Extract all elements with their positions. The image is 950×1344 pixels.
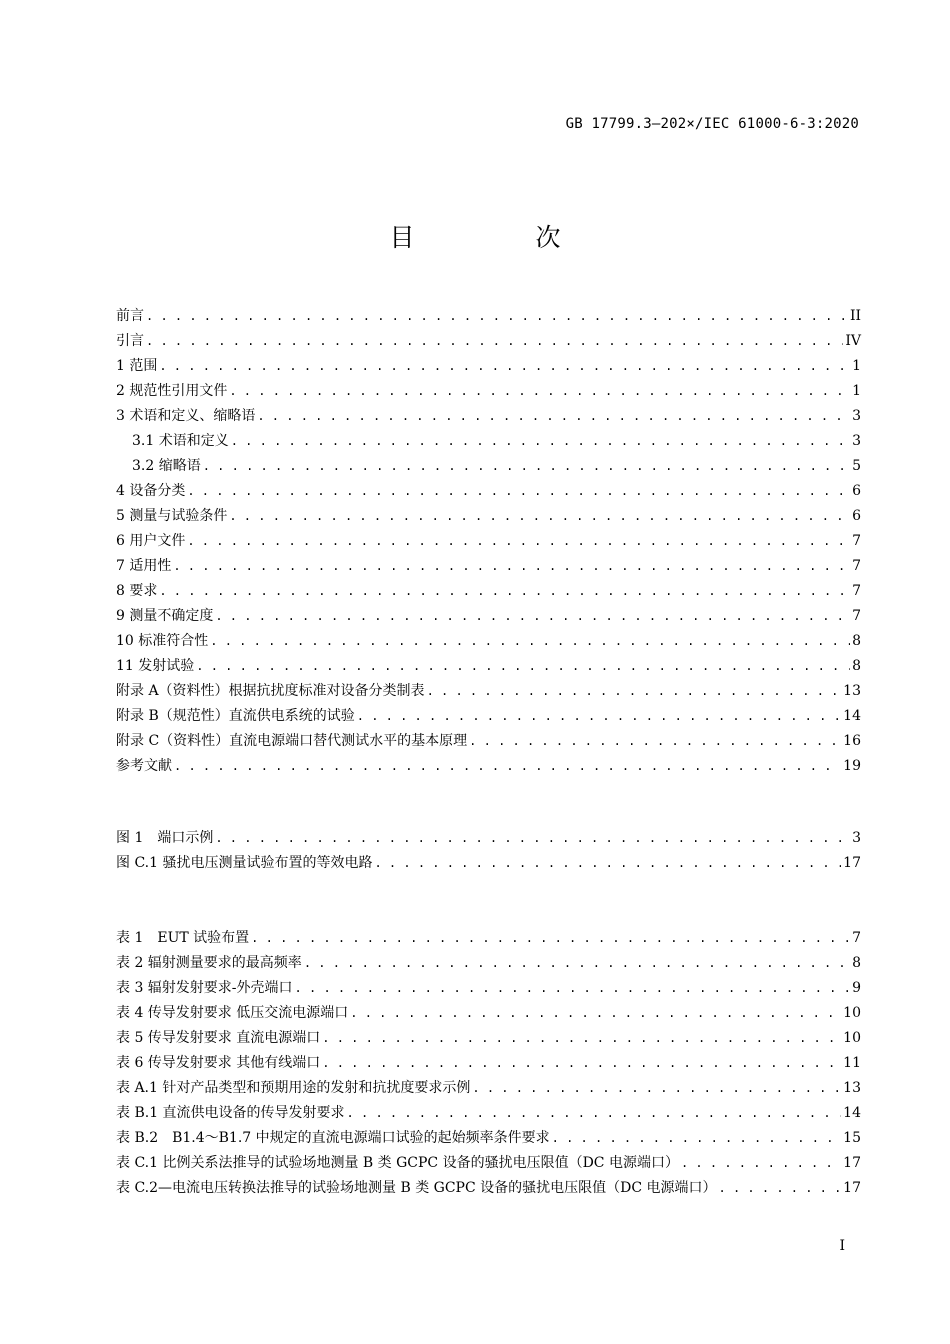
toc-leader-dots	[215, 831, 850, 845]
toc-entry-page: 19	[843, 758, 861, 774]
toc-entry[interactable]	[116, 655, 861, 680]
toc-entry[interactable]	[116, 380, 861, 405]
toc-leader-dots	[187, 484, 850, 498]
toc-leader-dots	[357, 709, 841, 723]
toc-entry-page: 7	[852, 583, 861, 599]
toc-tables-list	[116, 927, 861, 1202]
toc-entry-title: 5 测量与试验条件	[116, 508, 228, 524]
toc-entry-page: 7	[852, 930, 861, 946]
toc-entry-page: 11	[843, 1055, 861, 1071]
toc-leader-dots	[146, 334, 843, 348]
toc-entry-title: 表 2 辐射测量要求的最高频率	[116, 955, 302, 971]
toc-leader-dots	[231, 434, 850, 448]
toc-entry-title: 7 适用性	[116, 558, 172, 574]
toc-contents-list	[116, 305, 861, 780]
toc-leader-dots	[427, 684, 842, 698]
toc-entry[interactable]	[116, 1052, 861, 1077]
toc-entry-page: 15	[843, 1130, 861, 1146]
toc-entry-title: 表 A.1 针对产品类型和预期用途的发射和抗扰度要求示例	[116, 1080, 471, 1096]
toc-entry-title: 图 1 端口示例	[116, 830, 214, 846]
toc-entry-page: 14	[843, 1105, 861, 1121]
toc-entry[interactable]	[116, 852, 861, 877]
toc-entry-title: 11 发射试验	[116, 658, 195, 674]
toc-entry[interactable]	[116, 430, 861, 455]
toc-entry-page: 7	[852, 608, 861, 624]
toc-leader-dots	[251, 931, 850, 945]
toc-entry-title: 表 1 EUT 试验布置	[116, 930, 250, 946]
toc-leader-dots	[374, 856, 841, 870]
toc-entry-page: 13	[843, 1080, 861, 1096]
toc-entry-title: 表 C.1 比例关系法推导的试验场地测量 B 类 GCPC 设备的骚扰电压限值（DC 电源端口）	[116, 1155, 679, 1171]
toc-leader-dots	[203, 459, 850, 473]
toc-entry-page: 7	[852, 558, 861, 574]
toc-entry[interactable]	[116, 952, 861, 977]
toc-entry-title: 前言	[116, 308, 144, 324]
toc-entry-title: 附录 A（资料性）根据抗扰度标准对设备分类制表	[116, 683, 425, 699]
toc-entry-title: 参考文献	[116, 758, 172, 774]
toc-entry-title: 表 4 传导发射要求 低压交流电源端口	[116, 1005, 349, 1021]
toc-entry-title: 表 B.2 B1.4～B1.7 中规定的直流电源端口试验的起始频率条件要求	[116, 1130, 550, 1146]
toc-entry[interactable]	[116, 505, 861, 530]
toc-entry-title: 引言	[116, 333, 144, 349]
toc-entry[interactable]	[116, 405, 861, 430]
toc-entry[interactable]	[116, 977, 861, 1002]
toc-entry[interactable]	[116, 1127, 861, 1152]
toc-leader-dots	[187, 534, 850, 548]
toc-entry-page: 13	[843, 683, 861, 699]
toc-leader-dots	[159, 359, 850, 373]
toc-entry[interactable]	[116, 1002, 861, 1027]
toc-entry-title: 2 规范性引用文件	[116, 383, 228, 399]
toc-entry[interactable]	[116, 555, 861, 580]
toc-entry-page: 3	[852, 433, 861, 449]
toc-entry[interactable]	[116, 630, 861, 655]
toc-entry[interactable]	[116, 1152, 861, 1177]
toc-leader-dots	[322, 1056, 841, 1070]
toc-leader-dots	[174, 759, 841, 773]
toc-entry[interactable]	[116, 1077, 861, 1102]
toc-entry-page: 3	[852, 830, 861, 846]
toc-entry[interactable]	[116, 480, 861, 505]
toc-entry-page: 1	[852, 383, 861, 399]
toc-entry-page: 17	[843, 1180, 861, 1196]
toc-figures-list	[116, 827, 861, 877]
toc-entry-title: 图 C.1 骚扰电压测量试验布置的等效电路	[116, 855, 373, 871]
toc-entry-page: II	[849, 308, 861, 324]
toc-entry-page: 1	[852, 358, 861, 374]
toc-leader-dots	[350, 1006, 841, 1020]
toc-leader-dots	[304, 956, 850, 970]
toc-leader-dots	[196, 659, 850, 673]
toc-entry[interactable]	[116, 355, 861, 380]
toc-entry-page: 6	[852, 508, 861, 524]
toc-entry[interactable]	[116, 827, 861, 852]
toc-entry-title: 表 6 传导发射要求 其他有线端口	[116, 1055, 321, 1071]
toc-entry-title: 3.2 缩略语	[132, 458, 201, 474]
toc-entry-title: 附录 C（资料性）直流电源端口替代测试水平的基本原理	[116, 733, 468, 749]
toc-entry-page: 3	[852, 408, 861, 424]
standard-id-header: GB 17799.3—202×/IEC 61000-6-3:2020	[565, 116, 859, 132]
toc-entry-title: 表 B.1 直流供电设备的传导发射要求	[116, 1105, 345, 1121]
toc-entry-page: 9	[852, 980, 861, 996]
page-title: 目 次	[389, 223, 609, 252]
toc-entry-title: 3.1 术语和定义	[132, 433, 229, 449]
toc-entry-title: 6 用户文件	[116, 533, 186, 549]
toc-entry-page: 14	[843, 708, 861, 724]
toc-entry-page: 8	[852, 658, 861, 674]
toc-entry-page: 17	[843, 1155, 861, 1171]
toc-entry[interactable]	[116, 730, 861, 755]
toc-entry-page: 10	[843, 1005, 861, 1021]
toc-entry-title: 9 测量不确定度	[116, 608, 214, 624]
toc-leader-dots	[472, 1081, 841, 1095]
toc-entry-title: 3 术语和定义、缩略语	[116, 408, 256, 424]
toc-leader-dots	[322, 1031, 841, 1045]
toc-entry[interactable]	[116, 530, 861, 555]
toc-entry[interactable]	[116, 455, 861, 480]
toc-leader-dots	[173, 559, 850, 573]
toc-entry[interactable]	[116, 1102, 861, 1127]
toc-entry-page: 5	[852, 458, 861, 474]
toc-leader-dots	[215, 609, 850, 623]
toc-entry-page: 6	[852, 483, 861, 499]
toc-entry-page: 7	[852, 533, 861, 549]
toc-leader-dots	[295, 981, 851, 995]
toc-entry-title: 表 3 辐射发射要求-外壳端口	[116, 980, 293, 996]
toc-leader-dots	[210, 634, 850, 648]
toc-entry-title: 8 要求	[116, 583, 158, 599]
toc-entry-title: 附录 B（规范性）直流供电系统的试验	[116, 708, 355, 724]
toc-entry[interactable]	[116, 705, 861, 730]
toc-entry[interactable]	[116, 580, 861, 605]
toc-entry[interactable]	[116, 927, 861, 952]
toc-leader-dots	[347, 1106, 842, 1120]
toc-entry-title: 1 范围	[116, 358, 158, 374]
toc-entry-page: 16	[843, 733, 861, 749]
toc-entry[interactable]	[116, 305, 861, 330]
toc-leader-dots	[257, 409, 850, 423]
toc-entry-title: 表 C.2—电流电压转换法推导的试验场地测量 B 类 GCPC 设备的骚扰电压限值（DC 电源端口）	[116, 1180, 717, 1196]
toc-leader-dots	[469, 734, 841, 748]
toc-entry[interactable]	[116, 1027, 861, 1052]
toc-entry-page: 8	[852, 633, 861, 649]
page-number: I	[839, 1238, 845, 1254]
toc-entry[interactable]	[116, 605, 861, 630]
toc-leader-dots	[229, 509, 850, 523]
toc-entry-title: 10 标准符合性	[116, 633, 209, 649]
toc-leader-dots	[719, 1181, 842, 1195]
toc-entry-title: 4 设备分类	[116, 483, 186, 499]
toc-leader-dots	[552, 1131, 842, 1145]
toc-entry[interactable]	[116, 330, 861, 355]
toc-leader-dots	[159, 584, 850, 598]
toc-entry-title: 表 5 传导发射要求 直流电源端口	[116, 1030, 321, 1046]
toc-entry-page: IV	[845, 333, 861, 349]
toc-entry-page: 17	[843, 855, 861, 871]
toc-entry-page: 8	[852, 955, 861, 971]
toc-entry[interactable]	[116, 1177, 861, 1202]
toc-leader-dots	[229, 384, 850, 398]
toc-entry-page: 10	[843, 1030, 861, 1046]
toc-leader-dots	[681, 1156, 841, 1170]
toc-entry[interactable]	[116, 680, 861, 705]
toc-entry[interactable]	[116, 755, 861, 780]
toc-leader-dots	[146, 309, 848, 323]
